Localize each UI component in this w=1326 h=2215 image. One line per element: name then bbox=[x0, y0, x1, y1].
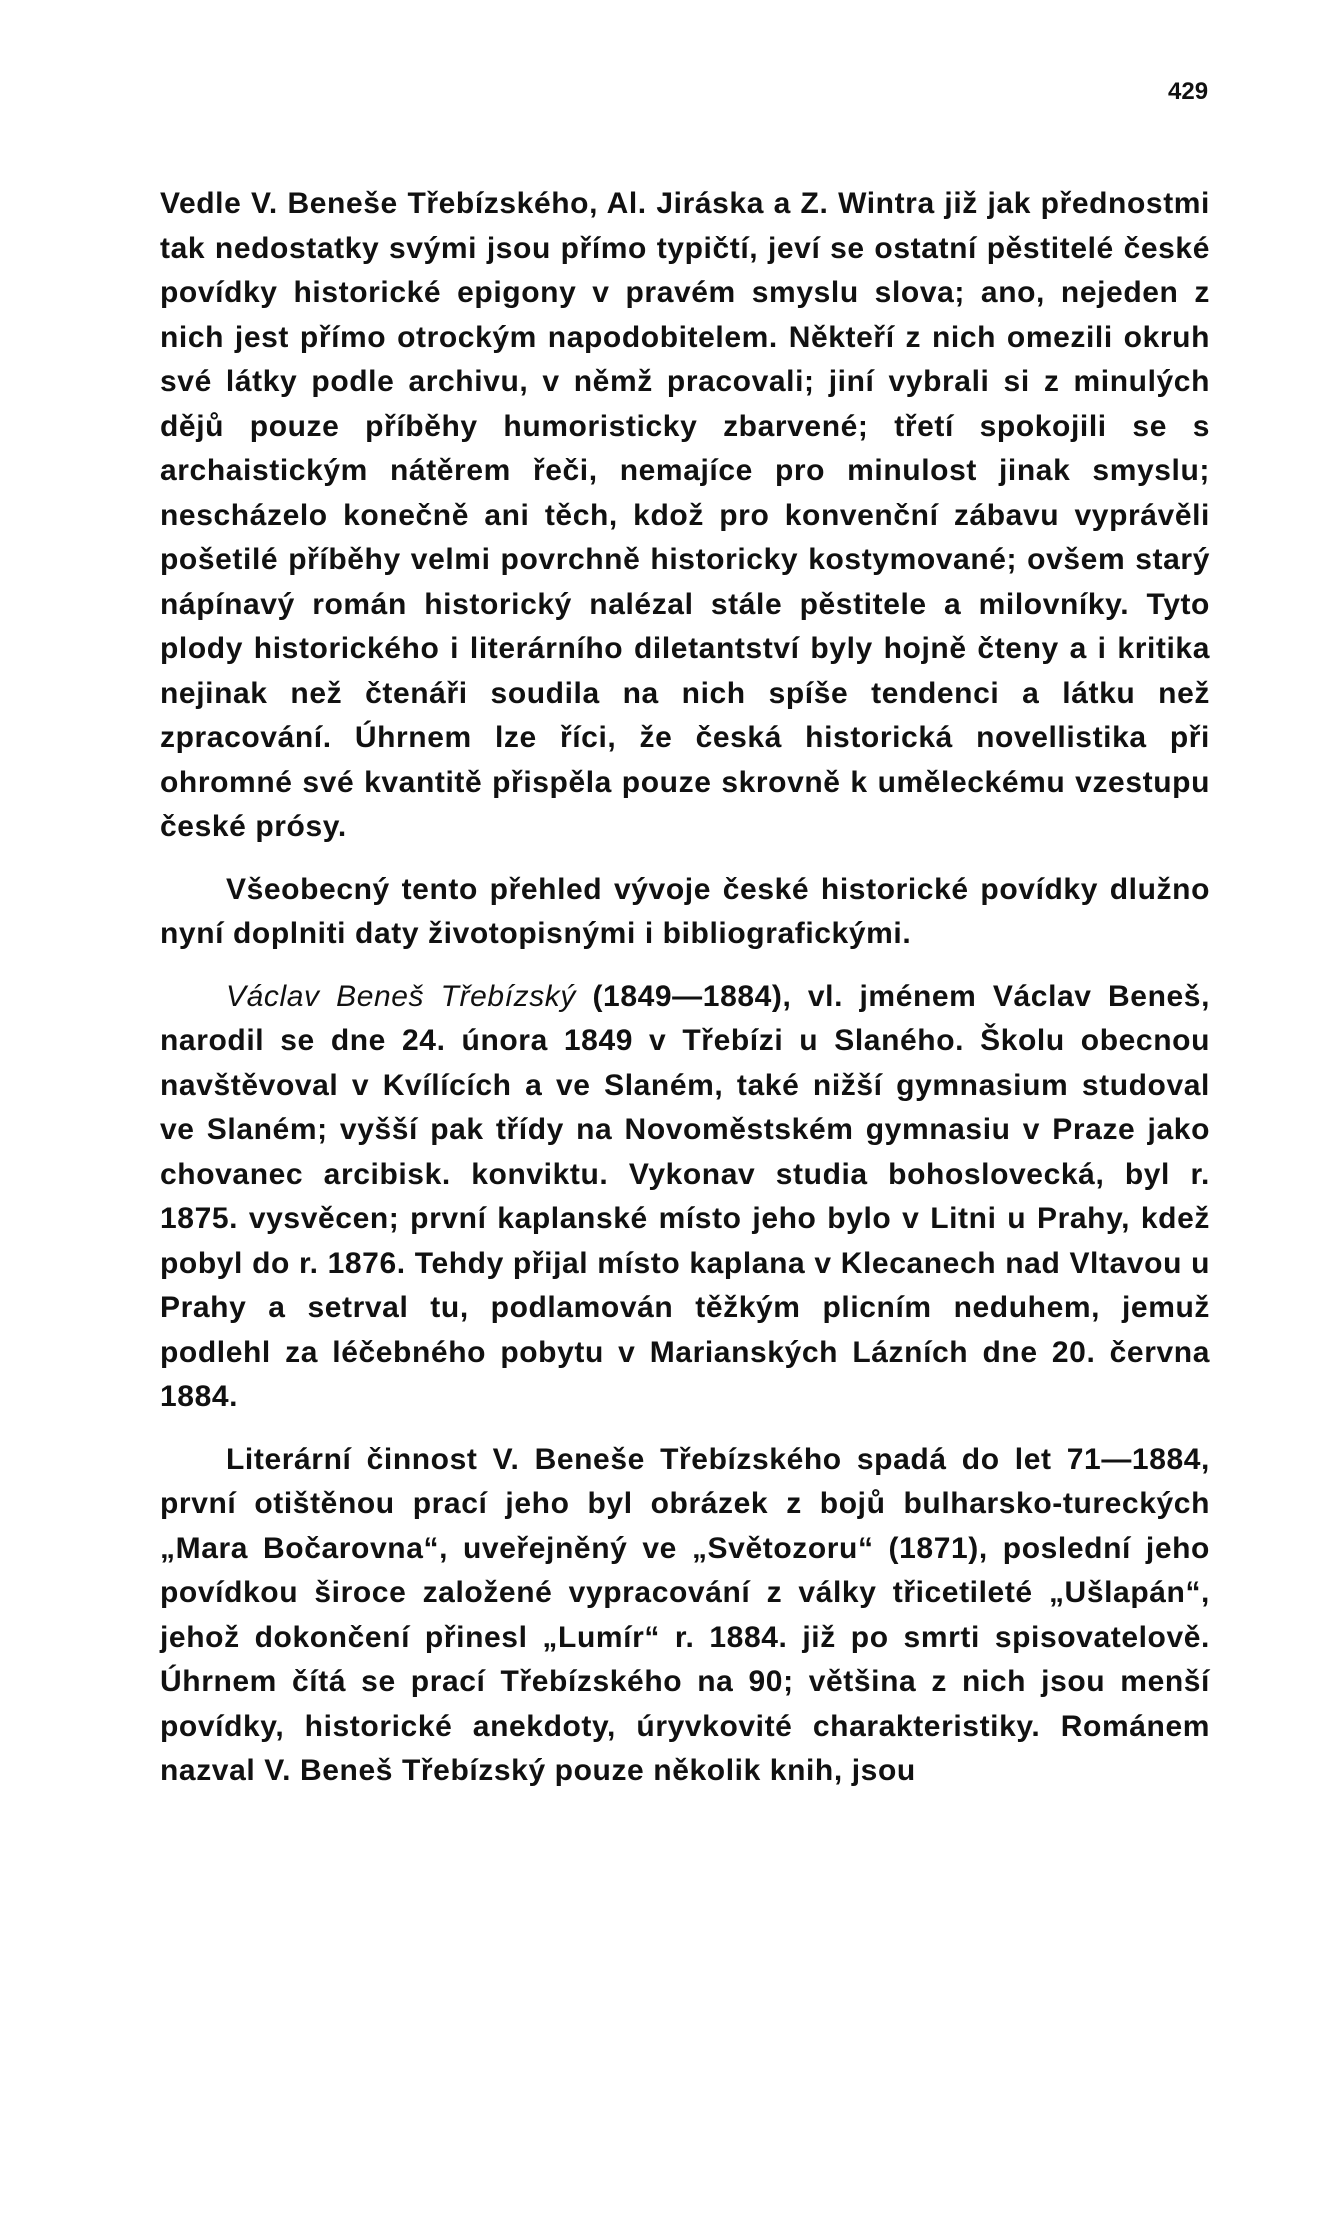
page-body bbox=[160, 182, 1210, 1794]
paragraph-biography bbox=[160, 975, 1210, 1420]
biography-text: (1849—1884), vl. jménem Václav Beneš, narodil se dne 24. února 1849 v Třebízi u Slaného. Školu obecnou navštěvoval v Kvílících a ve Slaném, také nižší gymnasium studoval ve Slaném; vyšší pak třídy na Novoměstském gymnasiu v Praze jako chovanec arcibisk. konviktu. Vykonav studia bohoslovecká, byl r. 1875. vysvěcen; první kaplanské místo jeho bylo v Litni u Prahy, kdež pobyl do r. 1876. Tehdy přijal místo kaplana v Klecanech nad Vltavou u Prahy a setrval tu, podlamován těžkým plicním neduhem, jemuž podlehl za léčebného pobytu v Marianských Lázních dne 20. června 1884. bbox=[160, 979, 1210, 1413]
author-name: Václav Beneš Třebízský bbox=[226, 979, 577, 1013]
paragraph-literary-work: Literární činnost V. Beneše Třebízského spadá do let 71—1884, první otištěnou prací jeho byl obrázek z bojů bulharsko-tureckých „Mara Bočarovna“, uveřejněný ve „Světozoru“ (1871), poslední jeho povídkou široce založené vypracování z války třicetileté „Ušlapán“, jehož dokončení přinesl „Lumír“ r. 1884. již po smrti spisovatelově. Úhrnem čítá se prací Třebízského na 90; většina z nich jsou menší povídky, historické anekdoty, úryvkovité charakteristiky. Románem nazval V. Beneš Třebízský pouze několik knih, jsou bbox=[160, 1442, 1210, 1787]
paragraph-epigones: Vedle V. Beneše Třebízského, Al. Jiráska a Z. Wintra již jak přednostmi tak nedostatky svými jsou přímo typičtí, jeví se ostatní pěstitelé české povídky historické epigony v pravém smyslu slova; ano, nejeden z nich jest přímo otrockým napodobitelem. Někteří z nich omezili okruh své látky podle archivu, v němž pracovali; jiní vybrali si z minulých dějů pouze příběhy humoristicky zbarvené; třetí spokojili se s archaistickým nátěrem řeči, nemajíce pro minulost jinak smyslu; nescházelo konečně ani těch, kdož pro konvenční zábavu vyprávěli pošetilé příběhy velmi povrchně historicky kostymované; ovšem starý nápínavý román historický nalézal stále pěstitele a milovníky. Tyto plody historického i literárního diletantství byly hojně čteny a i kritika nejinak než čtenáři soudila na nich spíše tendenci a látku než zpracování. Úhrnem lze říci, že česká historická novellistika při ohromné své kvantitě přispěla pouze skrovně k uměleckému vzestupu české prósy. bbox=[160, 187, 1210, 843]
page-number: 429 bbox=[1168, 78, 1209, 105]
paragraph-overview: Všeobecný tento přehled vývoje české historické povídky dlužno nyní doplniti daty životopisnými i bibliografickými. bbox=[160, 872, 1210, 950]
